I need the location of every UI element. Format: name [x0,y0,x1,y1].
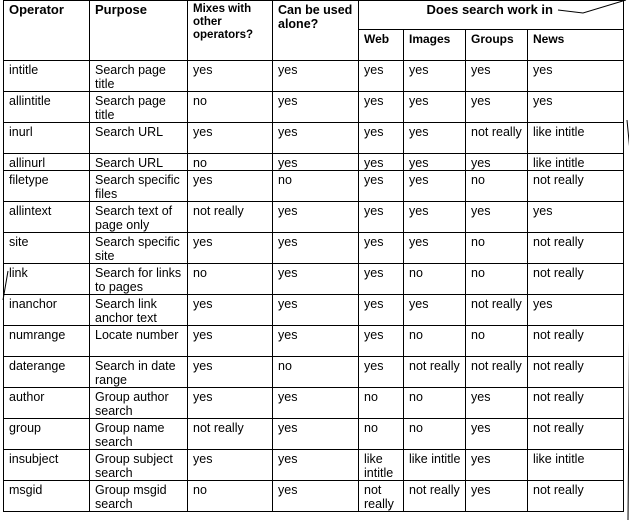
cell-operator: msgid [4,481,90,512]
cell-operator: allinurl [4,154,90,171]
table-row [4,357,624,388]
cell-operator: intitle [4,61,90,92]
table-row [4,123,624,154]
cell-alone: yes [273,419,359,450]
cell-purpose: Search URL [90,154,188,171]
table-row [4,481,624,512]
cell-operator: allintitle [4,92,90,123]
table-body [4,61,624,512]
cell-operator: daterange [4,357,90,388]
cell-groups: not really [466,357,528,388]
cell-mixes: no [188,154,273,171]
cell-web: no [359,419,404,450]
cell-groups: yes [466,92,528,123]
table-row [4,419,624,450]
table-row [4,295,624,326]
cell-web: yes [359,357,404,388]
cell-news: yes [528,202,624,233]
cell-mixes: yes [188,326,273,357]
cell-news: yes [528,92,624,123]
cell-mixes: yes [188,357,273,388]
cell-mixes: yes [188,450,273,481]
cell-mixes: no [188,264,273,295]
cell-alone: yes [273,123,359,154]
cell-mixes: yes [188,61,273,92]
table-row [4,264,624,295]
cell-web: yes [359,295,404,326]
cell-alone: yes [273,388,359,419]
cell-mixes: yes [188,388,273,419]
cell-groups: yes [466,202,528,233]
cell-alone: no [273,357,359,388]
search-operators-table [3,0,624,512]
cell-groups: yes [466,388,528,419]
cell-web: yes [359,171,404,202]
table-row [4,202,624,233]
cell-news: not really [528,233,624,264]
cell-images: yes [404,123,466,154]
cell-mixes: yes [188,123,273,154]
cell-mixes: no [188,92,273,123]
cell-images: yes [404,233,466,264]
cell-web: yes [359,123,404,154]
cell-groups: yes [466,61,528,92]
cell-news: not really [528,419,624,450]
cell-images: yes [404,171,466,202]
cell-mixes: not really [188,419,273,450]
cell-images: no [404,264,466,295]
table-row [4,171,624,202]
cell-news: not really [528,481,624,512]
cell-purpose: Group subject search [90,450,188,481]
cell-purpose: Search URL [90,123,188,154]
cell-operator: filetype [4,171,90,202]
cell-purpose: Locate number [90,326,188,357]
cell-operator: author [4,388,90,419]
cell-alone: yes [273,481,359,512]
cell-purpose: Search page title [90,61,188,92]
cell-images: yes [404,154,466,171]
cell-news: yes [528,295,624,326]
cell-web: yes [359,154,404,171]
cell-images: no [404,419,466,450]
cell-purpose: Group msgid search [90,481,188,512]
cell-purpose: Search for links to pages [90,264,188,295]
cell-web: yes [359,264,404,295]
cell-mixes: no [188,481,273,512]
cell-web: yes [359,61,404,92]
cell-alone: yes [273,450,359,481]
cell-groups: no [466,171,528,202]
cell-images: yes [404,92,466,123]
cell-mixes: yes [188,295,273,326]
cell-operator: site [4,233,90,264]
table-row [4,61,624,92]
cell-alone: yes [273,326,359,357]
cell-groups: no [466,326,528,357]
cell-purpose: Group author search [90,388,188,419]
cell-alone: yes [273,92,359,123]
header-news: News [528,30,624,61]
table-row [4,233,624,264]
header-images: Images [404,30,466,61]
table-row [4,450,624,481]
table-row [4,326,624,357]
cell-news: not really [528,171,624,202]
cell-images: yes [404,295,466,326]
cell-groups: yes [466,450,528,481]
cell-images: not really [404,357,466,388]
table-row [4,92,624,123]
cell-web: yes [359,326,404,357]
cell-groups: yes [466,419,528,450]
cell-alone: yes [273,202,359,233]
cell-operator: inanchor [4,295,90,326]
cell-groups: no [466,264,528,295]
cell-web: not really [359,481,404,512]
cell-groups: no [466,233,528,264]
cell-operator: insubject [4,450,90,481]
cell-operator: allintext [4,202,90,233]
cell-purpose: Search page title [90,92,188,123]
cell-operator: group [4,419,90,450]
cell-operator: link [4,264,90,295]
cell-images: yes [404,202,466,233]
header-search-group: Does search work in [359,1,624,30]
cell-groups: not really [466,295,528,326]
cell-news: not really [528,264,624,295]
cell-alone: yes [273,233,359,264]
cell-purpose: Search text of page only [90,202,188,233]
cell-images: not really [404,481,466,512]
cell-mixes: not really [188,202,273,233]
cell-web: yes [359,92,404,123]
table-row [4,388,624,419]
table-row [4,154,624,171]
header-web: Web [359,30,404,61]
cell-images: yes [404,61,466,92]
cell-groups: not really [466,123,528,154]
cell-groups: yes [466,481,528,512]
cell-purpose: Search link anchor text [90,295,188,326]
cell-web: yes [359,202,404,233]
cell-purpose: Search specific site [90,233,188,264]
cell-alone: no [273,171,359,202]
cell-images: like intitle [404,450,466,481]
cell-images: no [404,388,466,419]
cell-purpose: Search specific files [90,171,188,202]
cell-images: no [404,326,466,357]
cell-alone: yes [273,61,359,92]
cell-operator: inurl [4,123,90,154]
cell-web: like intitle [359,450,404,481]
cell-mixes: yes [188,233,273,264]
header-operator: Operator [4,1,90,61]
cell-purpose: Search in date range [90,357,188,388]
table-header [4,1,624,61]
header-groups: Groups [466,30,528,61]
cell-alone: yes [273,154,359,171]
header-mixes: Mixes with other operators? [188,1,273,61]
cell-news: like intitle [528,123,624,154]
cell-news: like intitle [528,154,624,171]
cell-web: no [359,388,404,419]
cell-operator: numrange [4,326,90,357]
cell-mixes: yes [188,171,273,202]
header-purpose: Purpose [90,1,188,61]
cell-news: not really [528,326,624,357]
cell-purpose: Group name search [90,419,188,450]
cell-news: like intitle [528,450,624,481]
cell-alone: yes [273,264,359,295]
cell-alone: yes [273,295,359,326]
cell-news: not really [528,388,624,419]
cell-news: yes [528,61,624,92]
cell-news: not really [528,357,624,388]
header-alone: Can be used alone? [273,1,359,61]
cell-web: yes [359,233,404,264]
cell-groups: yes [466,154,528,171]
